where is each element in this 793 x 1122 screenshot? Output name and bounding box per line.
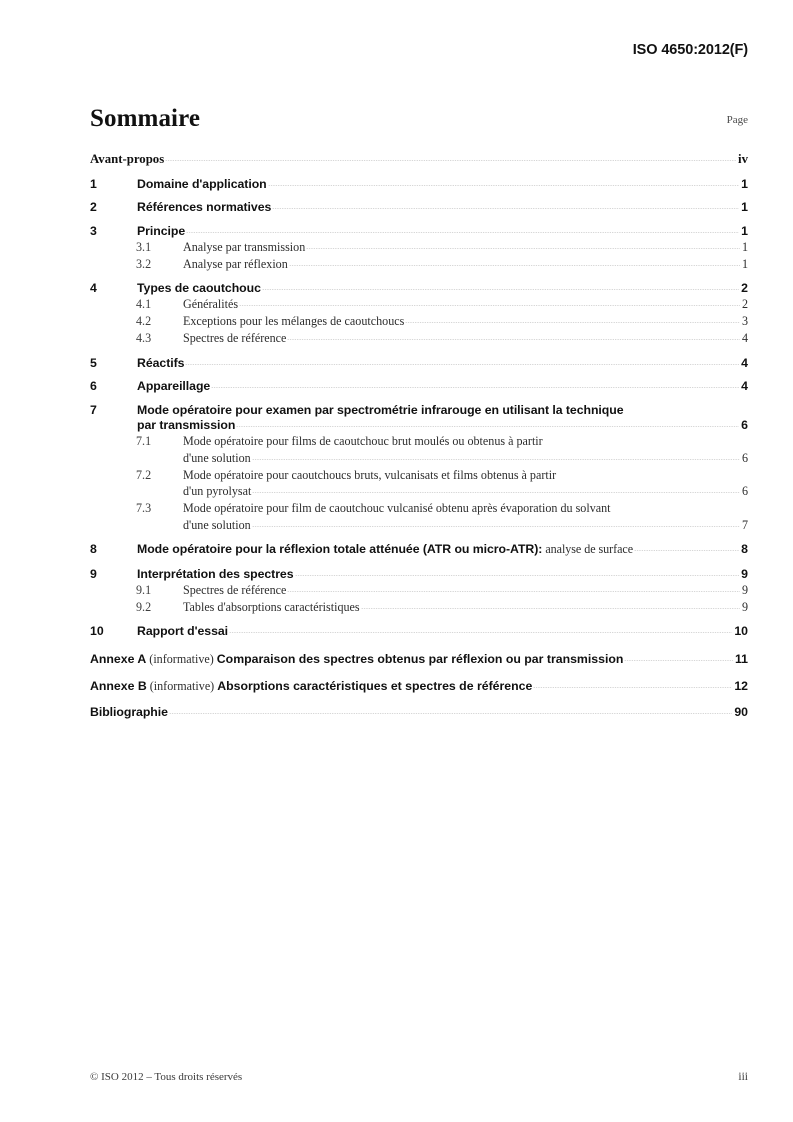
dot-leader — [289, 265, 740, 266]
toc-entry-label: Appareillage — [137, 379, 211, 393]
toc-entry-9-1[interactable] — [90, 583, 748, 598]
toc-entry-page: 6 — [741, 418, 748, 432]
toc-entry-label-line2: d'une solution — [183, 450, 251, 465]
dot-leader — [533, 687, 732, 688]
toc-entry-number: 6 — [90, 379, 97, 393]
toc-entry-bibliography[interactable] — [90, 705, 748, 719]
toc-entry-label: Tables d'absorptions caractéristiques — [183, 599, 360, 614]
toc-entry-label-line1: Mode opératoire pour examen par spectrométrie infrarouge en utilisant la technique — [137, 402, 624, 417]
dot-leader — [211, 387, 739, 388]
toc-entry-label-line1: Mode opératoire pour films de caoutchouc brut moulés ou obtenus à partir — [183, 434, 543, 448]
dot-leader — [287, 591, 740, 592]
page-footer — [90, 1071, 748, 1083]
toc-entry-label-regular: analyse de surface — [542, 542, 634, 556]
toc-entry-annexe-a[interactable] — [90, 650, 748, 668]
annex-label: Annexe A — [90, 651, 147, 666]
toc-entry-number: 3.2 — [136, 256, 152, 271]
toc-entry-number: 4.1 — [136, 297, 152, 311]
toc-entry-page: 9 — [741, 599, 748, 614]
toc-entry-number: 9.1 — [136, 582, 152, 597]
toc-entry-label: Exceptions pour les mélanges de caoutchoucs — [183, 314, 405, 328]
toc-entry-number: 8 — [90, 542, 97, 556]
toc-entry-page: 6 — [741, 450, 748, 465]
toc-entry-page: 3 — [741, 314, 748, 328]
toc-entry-number: 7.1 — [136, 434, 152, 448]
toc-entry-page: 1 — [741, 256, 748, 271]
toc-entry-3[interactable] — [90, 224, 748, 238]
dot-leader — [165, 160, 736, 161]
toc-entry-number: 4 — [90, 281, 97, 295]
dot-leader — [287, 339, 740, 340]
toc-entry-label — [90, 650, 623, 668]
toc-entry-page: 2 — [741, 297, 748, 311]
dot-leader — [252, 526, 740, 527]
dot-leader — [252, 459, 740, 460]
toc-entry-label: Types de caoutchouc — [137, 281, 261, 295]
toc-entry-page: 8 — [741, 542, 748, 556]
toc-entry-2[interactable] — [90, 200, 748, 214]
toc-entry-foreword[interactable] — [90, 152, 748, 167]
toc-entry-number: 10 — [90, 624, 104, 638]
page-folio: iii — [738, 1071, 748, 1083]
toc-entry-number: 9.2 — [136, 599, 152, 614]
toc-entry-number: 4.3 — [136, 331, 152, 345]
toc-entry-label: Analyse par transmission — [183, 239, 306, 254]
toc-entry-1[interactable] — [90, 177, 748, 191]
toc-entry-3-2[interactable] — [90, 257, 748, 272]
toc-entry-label: Spectres de référence — [183, 331, 287, 345]
dot-leader — [229, 632, 732, 633]
dot-leader — [262, 289, 739, 290]
toc-entry-label-line2: d'un pyrolysat — [183, 484, 252, 498]
toc-entry-label: Domaine d'application — [137, 176, 267, 191]
dot-leader — [634, 550, 739, 551]
toc-entry-label-bold: Mode opératoire pour la réflexion totale atténuée (ATR ou micro-ATR): — [137, 542, 543, 556]
copyright-notice: © ISO 2012 – Tous droits réservés — [90, 1071, 243, 1083]
toc-entry-label: Réactifs — [137, 355, 185, 370]
toc-entry-label-line1: Mode opératoire pour caoutchoucs bruts, vulcanisats et films obtenus à partir — [183, 467, 557, 482]
toc-entry-label: Rapport d'essai — [137, 624, 229, 638]
toc-entry-page: 9 — [741, 582, 748, 597]
toc-entry-4-3[interactable] — [90, 331, 748, 346]
table-of-contents — [90, 152, 748, 719]
toc-entry-7-3[interactable] — [90, 501, 748, 533]
toc-entry-page: 10 — [734, 624, 748, 638]
toc-entry-label — [137, 542, 633, 557]
toc-entry-7-1[interactable] — [90, 434, 748, 466]
toc-entry-label: Références normatives — [137, 200, 272, 214]
toc-entry-page: 90 — [734, 704, 748, 719]
toc-entry-page: 4 — [741, 331, 748, 345]
toc-entry-page: 6 — [741, 484, 748, 498]
toc-entry-page: 4 — [741, 379, 748, 393]
contents-title-row — [90, 105, 748, 133]
toc-entry-label: Analyse par réflexion — [183, 256, 288, 271]
toc-entry-number: 3 — [90, 223, 97, 238]
toc-entry-7-2[interactable] — [90, 468, 748, 500]
document-reference-header: ISO 4650:2012(F) — [632, 42, 748, 58]
annex-label: Annexe B — [90, 679, 147, 693]
dot-leader — [361, 608, 740, 609]
toc-entry-page: 2 — [741, 281, 748, 295]
toc-entry-page: 1 — [741, 223, 748, 238]
toc-entry-page: 9 — [741, 566, 748, 581]
dot-leader — [295, 575, 740, 576]
toc-entry-number: 1 — [90, 176, 97, 191]
dot-leader — [252, 492, 740, 493]
annex-kind: (informative) — [146, 679, 218, 693]
dot-leader — [239, 305, 740, 306]
toc-entry-10[interactable] — [90, 624, 748, 638]
annex-kind: (informative) — [146, 651, 217, 666]
toc-entry-page: 1 — [741, 200, 748, 214]
toc-entry-label-line2: par transmission — [137, 418, 236, 432]
annex-title: Comparaison des spectres obtenus par réflexion ou par transmission — [216, 651, 624, 666]
toc-entry-number: 2 — [90, 200, 97, 214]
toc-entry-9-2[interactable] — [90, 600, 748, 615]
toc-entry-label: Avant-propos — [90, 152, 165, 166]
toc-entry-page: iv — [738, 152, 748, 166]
toc-entry-4-2[interactable] — [90, 314, 748, 329]
dot-leader — [624, 660, 733, 661]
toc-entry-number: 5 — [90, 355, 97, 370]
dot-leader — [236, 426, 739, 427]
toc-entry-number: 4.2 — [136, 314, 152, 328]
toc-entry-page: 12 — [734, 679, 748, 693]
dot-leader — [268, 185, 740, 186]
toc-entry-page: 4 — [741, 355, 748, 370]
toc-entry-4[interactable] — [90, 281, 748, 295]
dot-leader — [405, 322, 740, 323]
toc-entry-label: Généralités — [183, 297, 239, 311]
toc-entry-page: 11 — [735, 651, 748, 666]
toc-entry-label: Interprétation des spectres — [137, 566, 294, 581]
toc-entry-number: 9 — [90, 566, 97, 581]
toc-entry-page: 7 — [741, 517, 748, 532]
toc-entry-annexe-b[interactable] — [90, 677, 748, 695]
toc-entry-label-line2: d'une solution — [183, 517, 251, 532]
dot-leader — [169, 713, 732, 714]
toc-entry-9[interactable] — [90, 567, 748, 581]
toc-entry-6[interactable] — [90, 379, 748, 393]
dot-leader — [306, 248, 740, 249]
toc-entry-label: Principe — [137, 223, 186, 238]
page-column-label: Page — [726, 114, 748, 126]
toc-entry-4-1[interactable] — [90, 297, 748, 312]
dot-leader — [185, 364, 739, 365]
toc-entry-number: 3.1 — [136, 239, 152, 254]
dot-leader — [186, 232, 739, 233]
page-title: Sommaire — [90, 105, 201, 132]
toc-entry-page: 1 — [741, 239, 748, 254]
toc-entry-3-1[interactable] — [90, 240, 748, 255]
toc-entry-label: Bibliographie — [90, 704, 168, 719]
toc-entry-7[interactable] — [90, 403, 748, 433]
toc-entry-page: 1 — [741, 176, 748, 191]
toc-entry-number: 7.3 — [136, 501, 152, 515]
toc-entry-5[interactable] — [90, 356, 748, 370]
toc-entry-label: Spectres de référence — [183, 582, 287, 597]
annex-title: Absorptions caractéristiques et spectres de référence — [217, 679, 533, 693]
toc-entry-number: 7.2 — [136, 467, 152, 482]
dot-leader — [272, 208, 739, 209]
toc-entry-8[interactable] — [90, 542, 748, 557]
toc-entry-number: 7 — [90, 402, 97, 417]
toc-entry-label — [90, 677, 532, 695]
toc-entry-label-line1: Mode opératoire pour film de caoutchouc vulcanisé obtenu après évaporation du solvant — [183, 501, 611, 515]
